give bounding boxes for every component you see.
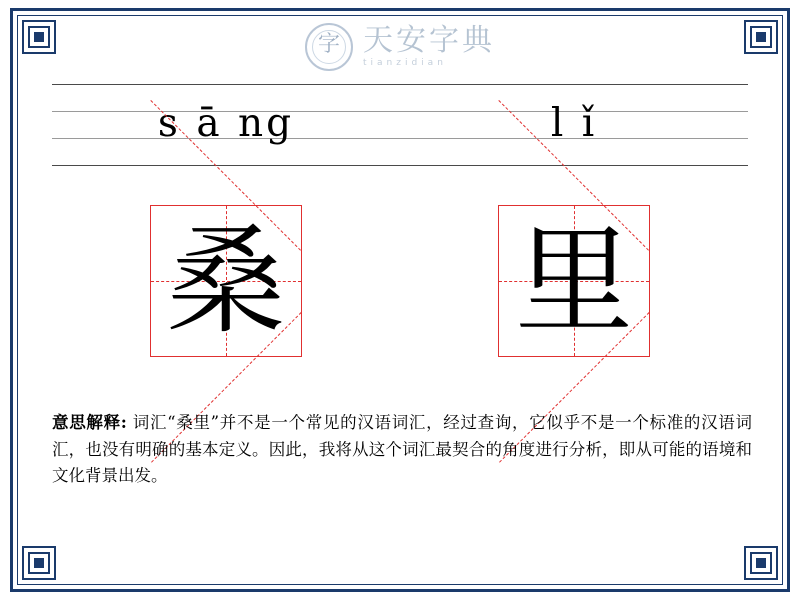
tian-zi-ge-box: [150, 205, 302, 357]
character-grid-row: [52, 205, 748, 363]
corner-ornament-bottom-left: [22, 546, 56, 580]
pinyin-row: [52, 86, 748, 164]
staff-line-1: [52, 84, 748, 85]
staff-line-4: [52, 165, 748, 166]
explanation-label: 意思解释:: [52, 413, 127, 432]
character-glyph: 桑: [166, 212, 285, 350]
logo-text: [363, 23, 495, 68]
explanation-text: 词汇“桑里”并不是一个常见的汉语词汇，经过查询，它似乎不是一个标准的汉语词汇，也没有明确的基本定义。因此，我将从这个词汇最契合的角度进行分析，即从可能的语境和文化背景出发。: [52, 413, 752, 486]
character-slot-2: [400, 205, 748, 363]
pinyin-syllable-1: s ā ng: [157, 100, 295, 146]
explanation-block: [52, 410, 752, 490]
logo-title: 天安字典: [363, 23, 495, 58]
tian-zi-ge-box: [498, 205, 650, 357]
corner-ornament-bottom-right: [744, 546, 778, 580]
pinyin-syllable-2: l ǐ: [550, 100, 598, 146]
seal-stamp-icon: 字: [305, 23, 353, 71]
pinyin-staff: [52, 84, 748, 166]
character-glyph: 里: [514, 212, 633, 350]
logo-subtitle: tianzidian: [363, 58, 447, 68]
character-slot-1: [52, 205, 400, 363]
site-logo: [0, 18, 800, 76]
